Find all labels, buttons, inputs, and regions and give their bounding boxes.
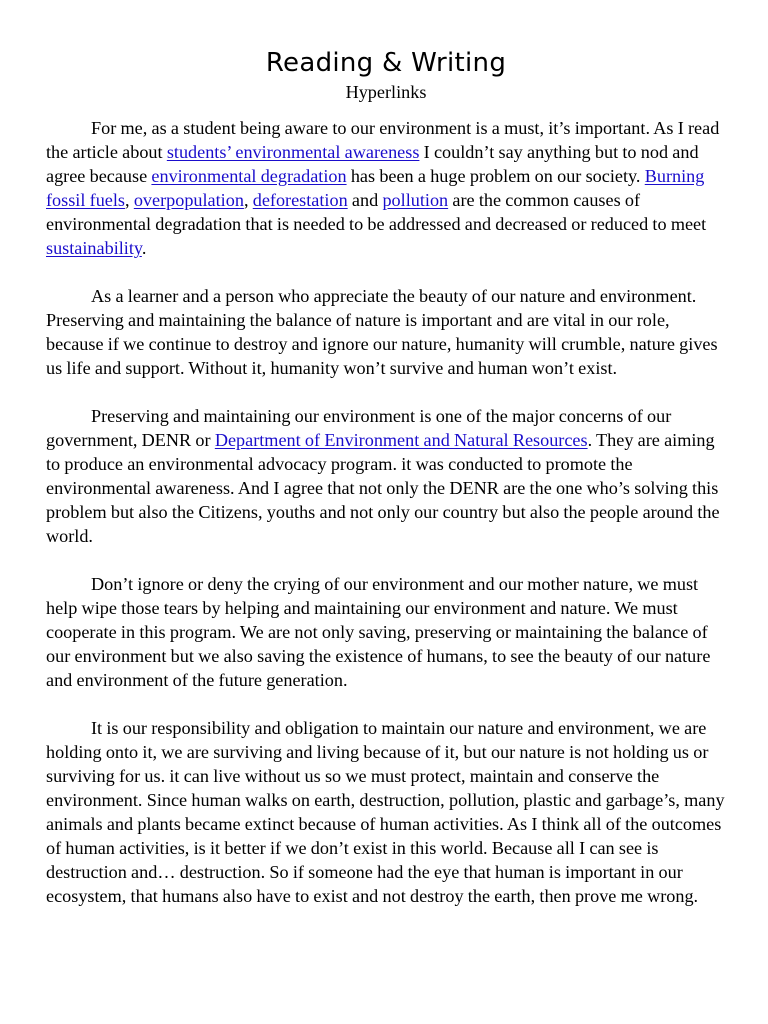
paragraph-text: are the common causes of environmental degradation that is needed to be addressed and decreased or reduced to meet	[46, 190, 707, 234]
link-overpopulation[interactable]: overpopulation	[133, 190, 244, 210]
link-deforestation[interactable]: deforestation	[252, 190, 348, 210]
document-page	[46, 46, 726, 932]
paragraph-text: . They are aiming to produce an environmental advocacy program. it was conducted to promote the environmental awareness. And I agree that not only the DENR are the one who’s solving this problem but also the Citizens, youths and not only our country but also the people around the world.	[46, 430, 720, 546]
paragraph-5	[46, 716, 726, 908]
paragraph-2	[46, 284, 726, 380]
document-title: Reading & Writing	[265, 48, 507, 78]
paragraph-1	[46, 116, 726, 260]
paragraph-text: has been a huge problem on our society.	[346, 166, 645, 186]
paragraph-text: ,	[243, 190, 253, 210]
paragraph-4	[46, 572, 726, 692]
paragraph-text: Don’t ignore or deny the crying of our environment and our mother nature, we must help wipe those tears by helping and maintaining our environment and nature. We must cooperate in this program. We are not only saving, preserving or maintaining the balance of our environment but we also saving the existence of humans, to see the beauty of our nature and environment of the future generation.	[46, 574, 711, 690]
paragraph-text: For me, as a student being aware to our environment is a must, it’s important. As I read the article about	[46, 118, 720, 162]
link-environmental-degradation[interactable]: environmental degradation	[151, 166, 347, 186]
paragraph-text: As a learner and a person who appreciate the beauty of our nature and environment. Preserving and maintaining the balance of nature is important and are vital in our role, because if we continue to destroy and ignore our nature, humanity will crumble, nature gives us life and support. Without it, humanity won’t survive and human won’t exist.	[46, 286, 718, 378]
paragraph-text: and	[347, 190, 383, 210]
document-subtitle: Hyperlinks	[345, 82, 427, 102]
paragraph-text: ,	[125, 190, 134, 210]
paragraph-3	[46, 404, 726, 548]
link-pollution[interactable]: pollution	[382, 190, 449, 210]
link-burning-fossil-fuels[interactable]: Burning fossil fuels	[46, 166, 705, 210]
link-denr[interactable]: Department of Environment and Natural Resources	[214, 430, 588, 450]
link-sustainability[interactable]: sustainability	[46, 238, 142, 258]
paragraph-text: I couldn’t say anything but to nod and agree because	[46, 142, 699, 186]
link-students-environmental-awareness[interactable]: students’ environmental awareness	[166, 142, 420, 162]
paragraph-text: It is our responsibility and obligation to maintain our nature and environment, we are holding onto it, we are surviving and living because of it, but our nature is not holding us or surviving for us. it can live without us so we must protect, maintain and conserve the environment. Since human walks on earth, destruction, pollution, plastic and garbage’s, many animals and plants became extinct because of human activities. As I think all of the outcomes of human activities, is it better if we don’t exist in this world. Because all I can see is destruction and… destruction. So if someone had the eye that human is important in our ecosystem, that humans also have to exist and not destroy the earth, then prove me wrong.	[46, 718, 725, 906]
paragraph-text: .	[141, 238, 147, 258]
paragraph-text: Preserving and maintaining our environment is one of the major concerns of our government, DENR or	[46, 406, 672, 450]
document-body	[46, 116, 726, 908]
